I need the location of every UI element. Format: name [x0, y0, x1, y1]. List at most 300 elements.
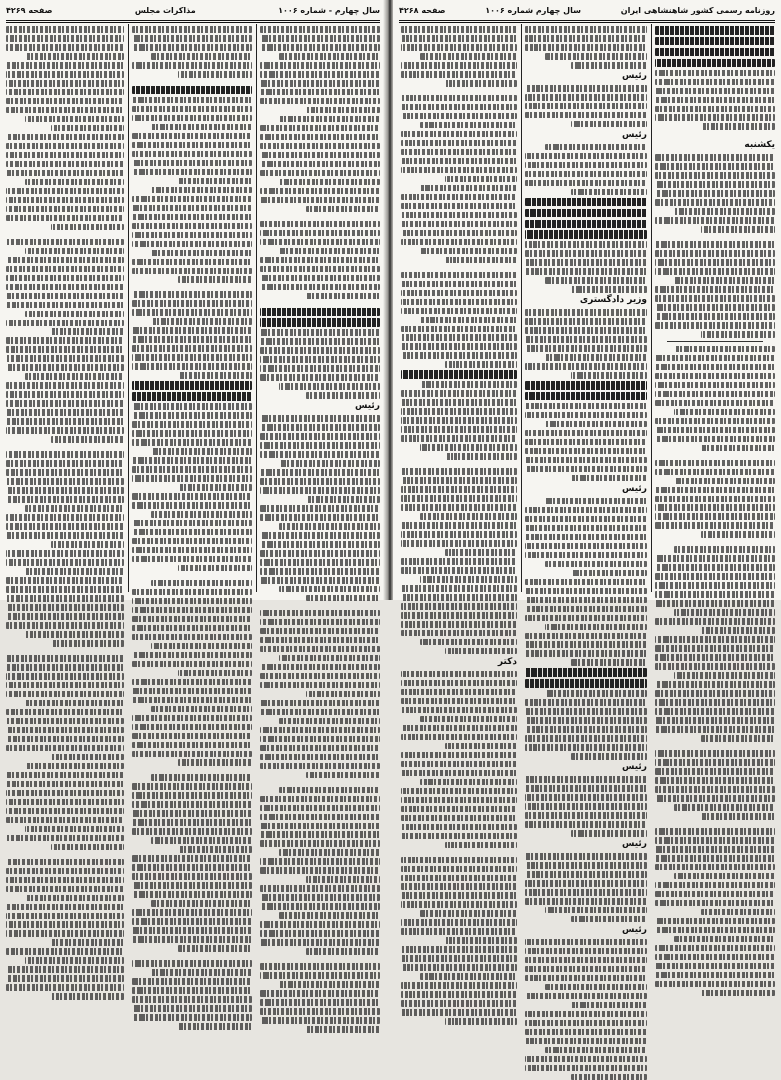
text-line — [525, 363, 647, 370]
text-line — [401, 194, 517, 201]
text-line — [6, 948, 124, 955]
text-line — [132, 493, 252, 500]
text-line — [260, 754, 380, 761]
text-line — [6, 355, 124, 362]
text-line — [6, 975, 124, 982]
text-line — [260, 541, 380, 548]
text-line — [132, 475, 252, 482]
text-line — [132, 742, 252, 749]
text-line — [132, 1005, 252, 1012]
text-line — [701, 445, 775, 452]
text-line — [260, 161, 380, 168]
bold-text-line — [655, 26, 775, 35]
text-line — [525, 597, 647, 604]
left-column-2 — [132, 26, 252, 592]
text-line — [420, 248, 517, 255]
text-line — [655, 154, 775, 161]
text-line — [401, 857, 517, 864]
text-line — [401, 1000, 517, 1007]
text-line — [525, 726, 647, 733]
text-line — [401, 113, 517, 120]
text-line — [260, 700, 380, 707]
text-line — [401, 44, 517, 51]
text-line — [655, 882, 775, 889]
text-line — [655, 79, 775, 86]
text-line — [306, 496, 380, 503]
text-line — [260, 559, 380, 566]
text-line — [132, 724, 252, 731]
text-line — [401, 221, 517, 228]
text-line — [655, 106, 775, 113]
text-line — [571, 570, 647, 577]
paragraph-gap — [655, 454, 775, 460]
text-line — [260, 514, 380, 521]
text-line — [6, 673, 124, 680]
text-line — [306, 876, 380, 883]
text-line — [655, 945, 775, 952]
text-line — [178, 846, 252, 853]
text-line — [279, 655, 380, 662]
text-line — [25, 373, 124, 380]
text-line — [6, 266, 124, 273]
text-line — [420, 910, 517, 917]
text-line — [6, 170, 124, 177]
section-separator — [667, 341, 763, 342]
text-line — [260, 197, 380, 204]
text-line — [525, 871, 647, 878]
text-line — [401, 281, 517, 288]
text-line — [260, 356, 380, 363]
text-line — [701, 123, 775, 130]
text-line — [401, 158, 517, 165]
left-column-divider — [256, 24, 257, 592]
text-line — [260, 188, 380, 195]
text-line — [655, 828, 775, 835]
text-line — [655, 373, 775, 380]
article-heading: وزیر دادگستری — [579, 295, 647, 306]
text-line — [260, 840, 380, 847]
text-line — [6, 966, 124, 973]
text-line — [260, 433, 380, 440]
text-line — [701, 627, 775, 634]
text-line — [525, 85, 647, 92]
text-line — [132, 529, 252, 536]
text-line — [6, 835, 124, 842]
article-heading: رئیس — [355, 401, 380, 412]
text-line — [260, 858, 380, 865]
text-line — [674, 409, 775, 416]
text-line — [655, 918, 775, 925]
text-line — [51, 328, 124, 335]
text-line — [655, 795, 775, 802]
text-line — [655, 190, 775, 197]
text-line — [401, 946, 517, 953]
text-line — [401, 770, 517, 777]
paragraph-gap — [260, 781, 380, 787]
text-line — [260, 374, 380, 381]
text-line — [420, 576, 517, 583]
text-line — [525, 803, 647, 810]
text-line — [525, 889, 647, 896]
text-line — [132, 457, 252, 464]
text-line — [6, 35, 124, 42]
text-line — [401, 585, 517, 592]
text-line — [401, 612, 517, 619]
article-heading: یکشنبه — [744, 140, 775, 151]
text-line — [655, 268, 775, 275]
article-heading: رئیس — [622, 924, 647, 935]
text-line — [132, 688, 252, 695]
text-line — [525, 948, 647, 955]
text-line — [132, 309, 252, 316]
text-line — [655, 496, 775, 503]
text-line — [260, 646, 380, 653]
text-line — [132, 1014, 252, 1021]
text-line — [306, 293, 380, 300]
text-line — [6, 664, 124, 671]
text-line — [260, 487, 380, 494]
text-line — [674, 873, 775, 880]
text-line — [401, 558, 517, 565]
text-line — [701, 531, 775, 538]
text-line — [6, 691, 124, 698]
text-line — [132, 439, 252, 446]
text-line — [260, 999, 380, 1006]
text-line — [401, 815, 517, 822]
text-line — [132, 412, 252, 419]
text-line — [25, 248, 124, 255]
text-line — [260, 814, 380, 821]
text-line — [545, 354, 647, 361]
text-line — [260, 469, 380, 476]
text-line — [655, 555, 775, 562]
text-line — [260, 275, 380, 282]
bold-text-line — [525, 230, 647, 239]
bold-text-line — [525, 198, 647, 207]
text-line — [655, 355, 775, 362]
text-line — [401, 567, 517, 574]
text-line — [420, 53, 517, 60]
text-line — [420, 317, 517, 324]
text-line — [655, 708, 775, 715]
text-line — [6, 71, 124, 78]
text-line — [571, 121, 647, 128]
text-line — [6, 188, 124, 195]
text-line — [151, 643, 252, 650]
text-line — [674, 478, 775, 485]
text-line — [445, 80, 517, 87]
text-line — [401, 104, 517, 111]
left-column-3 — [6, 26, 124, 592]
left-column-divider — [128, 24, 129, 592]
text-line — [6, 161, 124, 168]
text-line — [525, 26, 647, 33]
text-line — [401, 504, 517, 511]
text-line — [701, 331, 775, 338]
text-line — [674, 208, 775, 215]
text-line — [260, 568, 380, 575]
bold-text-line — [525, 668, 647, 677]
text-line — [6, 868, 124, 875]
text-line — [151, 448, 252, 455]
text-line — [571, 372, 647, 379]
text-line — [655, 564, 775, 571]
text-line — [132, 403, 252, 410]
text-line — [655, 70, 775, 77]
text-line — [132, 996, 252, 1003]
text-line — [6, 745, 124, 752]
text-line — [655, 364, 775, 371]
text-line — [6, 62, 124, 69]
text-line — [6, 859, 124, 866]
text-line — [525, 880, 647, 887]
text-line — [401, 630, 517, 637]
left-page — [0, 0, 386, 600]
text-line — [260, 745, 380, 752]
text-line — [25, 568, 124, 575]
text-line — [6, 877, 124, 884]
left-page-number: صفحه ۴۲۶۹ — [6, 6, 53, 15]
paragraph-gap — [260, 302, 380, 308]
text-line — [6, 799, 124, 806]
text-line — [525, 615, 647, 622]
text-line — [6, 622, 124, 629]
right-header-right: روزنامه رسمی کشور شاهنشاهی ایران — [620, 6, 775, 15]
text-line — [6, 913, 124, 920]
text-line — [401, 239, 517, 246]
text-line — [6, 921, 124, 928]
right-header-rule — [399, 20, 775, 21]
text-line — [151, 900, 252, 907]
text-line — [571, 916, 647, 923]
text-line — [655, 304, 775, 311]
text-line — [151, 124, 252, 131]
text-line — [178, 276, 252, 283]
text-line — [525, 318, 647, 325]
text-line — [401, 290, 517, 297]
text-line — [655, 927, 775, 934]
text-line — [545, 53, 647, 60]
text-line — [279, 248, 380, 255]
bold-text-line — [655, 59, 775, 68]
text-line — [6, 655, 124, 662]
text-line — [701, 226, 775, 233]
text-line — [151, 53, 252, 60]
text-line — [401, 230, 517, 237]
text-line — [655, 573, 775, 580]
text-line — [545, 277, 647, 284]
text-line — [132, 363, 252, 370]
text-line — [445, 453, 517, 460]
text-line — [132, 855, 252, 862]
text-line — [401, 603, 517, 610]
text-line — [655, 972, 775, 979]
text-line — [132, 241, 252, 248]
text-line — [132, 783, 252, 790]
text-line — [674, 804, 775, 811]
text-line — [260, 805, 380, 812]
article-heading: رئیس — [622, 762, 647, 773]
text-line — [306, 107, 380, 114]
text-line — [279, 787, 380, 794]
text-line — [401, 883, 517, 890]
text-line — [132, 607, 252, 614]
right-column-divider — [521, 24, 522, 592]
text-line — [132, 196, 252, 203]
text-line — [701, 990, 775, 997]
text-line — [260, 709, 380, 716]
text-line — [6, 523, 124, 530]
text-line — [132, 259, 252, 266]
text-line — [260, 664, 380, 671]
text-line — [132, 927, 252, 934]
text-line — [151, 187, 252, 194]
text-line — [525, 717, 647, 724]
article-heading: رئیس — [622, 70, 647, 81]
text-line — [260, 478, 380, 485]
text-line — [132, 918, 252, 925]
text-line — [279, 523, 380, 530]
text-line — [655, 726, 775, 733]
text-line — [6, 559, 124, 566]
text-line — [401, 522, 517, 529]
text-line — [401, 707, 517, 714]
text-line — [132, 960, 252, 967]
paragraph-gap — [401, 266, 517, 272]
right-column-divider — [651, 24, 652, 592]
text-line — [260, 424, 380, 431]
text-line — [655, 864, 775, 871]
text-line — [132, 35, 252, 42]
text-line — [132, 801, 252, 808]
paragraph-gap — [6, 853, 124, 859]
text-line — [132, 106, 252, 113]
text-line — [525, 162, 647, 169]
text-line — [525, 457, 647, 464]
bold-text-line — [525, 392, 647, 401]
text-line — [401, 417, 517, 424]
text-line — [401, 435, 517, 442]
bold-text-line — [260, 318, 380, 327]
text-line — [306, 1026, 380, 1033]
right-page — [393, 0, 781, 935]
text-line — [260, 1008, 380, 1015]
text-line — [51, 939, 124, 946]
text-line — [132, 268, 252, 275]
article-heading: رئیس — [622, 838, 647, 849]
text-line — [25, 826, 124, 833]
text-line — [445, 743, 517, 750]
text-line — [401, 752, 517, 759]
text-line — [525, 898, 647, 905]
text-line — [260, 550, 380, 557]
paragraph-gap — [401, 851, 517, 857]
text-line — [6, 197, 124, 204]
text-line — [401, 928, 517, 935]
paragraph-gap — [655, 132, 775, 138]
text-line — [655, 699, 775, 706]
text-line — [525, 957, 647, 964]
text-line — [132, 430, 252, 437]
left-header-right: سال چهارم - شماره ۱۰۰۶ — [278, 6, 380, 15]
text-line — [6, 595, 124, 602]
text-line — [6, 736, 124, 743]
text-line — [545, 624, 647, 631]
text-line — [132, 214, 252, 221]
text-line — [420, 513, 517, 520]
text-line — [6, 409, 124, 416]
paragraph-gap — [132, 574, 252, 580]
text-line — [25, 700, 124, 707]
text-line — [6, 206, 124, 213]
text-line — [401, 531, 517, 538]
paragraph-gap — [401, 89, 517, 95]
bold-text-line — [260, 308, 380, 317]
text-line — [420, 779, 517, 786]
text-line — [655, 427, 775, 434]
text-line — [260, 143, 380, 150]
text-line — [445, 1018, 517, 1025]
text-line — [260, 736, 380, 743]
text-line — [6, 532, 124, 539]
text-line — [525, 794, 647, 801]
text-line — [525, 1065, 647, 1072]
text-line — [260, 682, 380, 689]
text-line — [132, 819, 252, 826]
text-line — [260, 152, 380, 159]
bold-text-line — [132, 392, 252, 401]
text-line — [525, 345, 647, 352]
text-line — [545, 690, 647, 697]
text-line — [6, 487, 124, 494]
text-line — [132, 625, 252, 632]
text-line — [151, 837, 252, 844]
text-line — [401, 343, 517, 350]
text-line — [132, 502, 252, 509]
text-line — [132, 205, 252, 212]
text-line — [655, 469, 775, 476]
text-line — [655, 418, 775, 425]
text-line — [525, 412, 647, 419]
text-line — [525, 579, 647, 586]
text-line — [6, 89, 124, 96]
text-line — [260, 35, 380, 42]
right-header-center: سال چهارم شماره ۱۰۰۶ — [485, 6, 581, 15]
text-line — [525, 250, 647, 257]
text-line — [401, 477, 517, 484]
text-line — [132, 520, 252, 527]
text-line — [132, 873, 252, 880]
text-line — [6, 709, 124, 716]
text-line — [132, 616, 252, 623]
text-line — [51, 640, 124, 647]
text-line — [545, 1047, 647, 1054]
text-line — [655, 163, 775, 170]
text-line — [306, 772, 380, 779]
text-line — [25, 957, 124, 964]
text-line — [6, 391, 124, 398]
text-line — [655, 690, 775, 697]
text-line — [260, 284, 380, 291]
text-line — [260, 963, 380, 970]
text-line — [655, 382, 775, 389]
text-line — [525, 862, 647, 869]
text-line — [401, 671, 517, 678]
text-line — [132, 151, 252, 158]
text-line — [260, 505, 380, 512]
text-line — [525, 153, 647, 160]
text-line — [132, 142, 252, 149]
